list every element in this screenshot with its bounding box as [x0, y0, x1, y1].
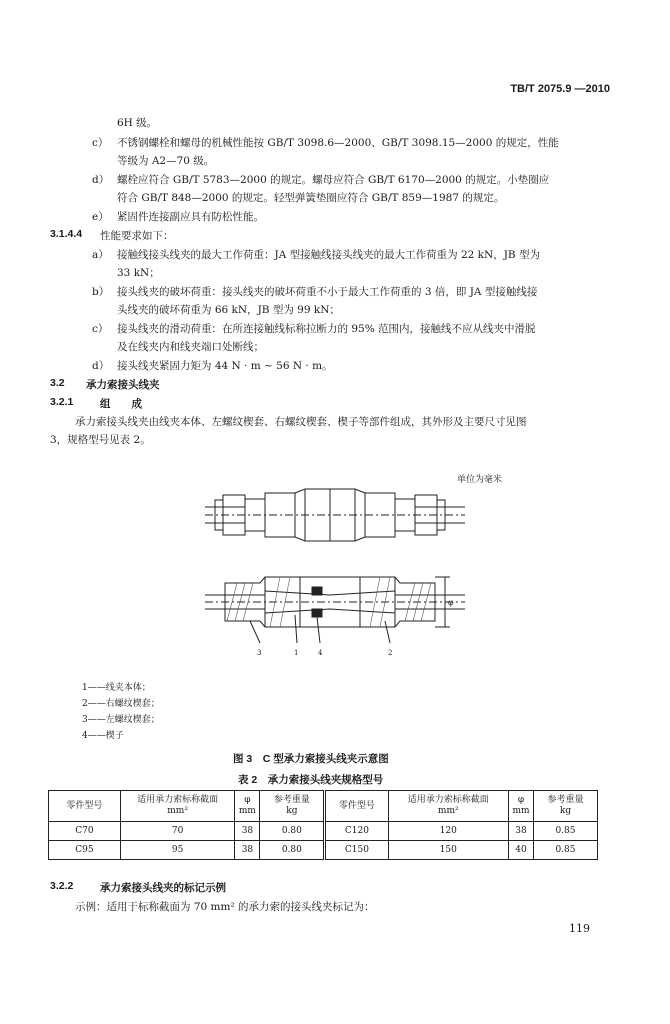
list-marker: c） [92, 323, 109, 335]
table-cell: 120 [388, 822, 509, 841]
text-line: 等级为 A2—70 级。 [117, 155, 215, 167]
label-4: 4 [318, 649, 323, 657]
table-cell: C150 [325, 841, 388, 860]
section-number: 3.2 [50, 377, 65, 389]
section-number: 3.2.1 [50, 396, 74, 408]
text-line: 不锈钢螺栓和螺母的机械性能按 GB/T 3098.6—2000、GB/T 3098.15—2000 的规定，性能 [117, 137, 559, 149]
text-line: 性能要求如下： [100, 230, 174, 242]
text-line: 接头线夹的破坏荷重：接头线夹的破坏荷重不小于最大工作荷重的 3 倍，即 JA 型接触线接 [117, 286, 538, 298]
col-header: 零件型号 [49, 791, 121, 822]
figure-caption: 图 3 C 型承力索接头线夹示意图 [233, 753, 389, 765]
list-marker: a） [92, 249, 109, 261]
text-line: 符合 GB/T 848—2000 的规定。轻型弹簧垫圈应符合 GB/T 859—1987 的规定。 [117, 192, 505, 204]
legend-item: 1——线夹本体； [82, 683, 151, 693]
paragraph-line: 3，规格型号见表 2。 [50, 434, 151, 446]
list-marker: d） [92, 360, 110, 372]
list-marker: b） [92, 286, 110, 298]
list-marker: c） [92, 137, 109, 149]
legend-item: 3——左螺纹楔套； [82, 715, 160, 725]
table-cell: 38 [235, 822, 260, 841]
example-line: 示例：适用于标称截面为 70 mm² 的承力索的接头线夹标记为： [75, 901, 375, 913]
label-1: 1 [294, 649, 299, 657]
section-title: 组 成 [100, 398, 142, 410]
list-marker: e） [92, 211, 109, 223]
col-header: 参考重量 kg [260, 791, 325, 822]
table-header-row [49, 791, 598, 822]
table-cell: 150 [388, 841, 509, 860]
table-cell: C120 [325, 822, 388, 841]
document-code: TB/T 2075.9 —2010 [510, 83, 610, 95]
label-3: 3 [257, 649, 262, 657]
col-header: 参考重量 kg [533, 791, 597, 822]
text-line: 6H 级。 [117, 117, 158, 129]
table-cell: 70 [120, 822, 235, 841]
col-header: 适用承力索标称截面 mm² [388, 791, 509, 822]
table-cell: C95 [49, 841, 121, 860]
table-cell: 0.80 [260, 841, 325, 860]
col-header: 零件型号 [325, 791, 388, 822]
legend-item: 2——右螺纹楔套； [82, 699, 160, 709]
paragraph-line: 承力索接头线夹由线夹本体、左螺纹楔套、右螺纹楔套、楔子等部件组成，其外形及主要尺寸见图 [75, 416, 527, 428]
spec-table [48, 790, 598, 860]
section-number: 3.1.4.4 [50, 228, 83, 240]
table-cell: 38 [509, 822, 534, 841]
text-line: 接触线接头线夹的最大工作荷重：JA 型接触线接头线夹的最大工作荷重为 22 kN，JB 型为 [117, 249, 540, 261]
text-line: 及在线夹内和线夹端口处断线； [117, 341, 264, 353]
table-row [49, 822, 598, 841]
list-marker: d） [92, 174, 110, 186]
table-cell: C70 [49, 822, 121, 841]
text-line: 接头线夹紧固力矩为 44 N · m ~ 56 N · m。 [117, 360, 333, 372]
page-number: 119 [569, 922, 590, 935]
col-header: φ mm [509, 791, 534, 822]
table-cell: 0.80 [260, 822, 325, 841]
table-cell: 40 [509, 841, 534, 860]
table-row [49, 841, 598, 860]
text-line: 接头线夹的滑动荷重：在所连接触线标称拉断力的 95% 范围内，接触线不应从线夹中滑脱 [117, 323, 536, 335]
label-2: 2 [388, 649, 393, 657]
col-header: φ mm [235, 791, 260, 822]
table-caption: 表 2 承力索接头线夹规格型号 [238, 774, 384, 786]
table-cell: 95 [120, 841, 235, 860]
text-line: 头线夹的破坏荷重为 66 kN，JB 型为 99 kN； [117, 304, 340, 316]
text-line: 33 kN； [117, 267, 160, 279]
phi-label: φ [448, 598, 454, 607]
table-cell: 0.85 [533, 841, 597, 860]
section-title: 承力索接头线夹的标记示例 [100, 882, 226, 894]
text-line: 紧固件连接副应具有防松性能。 [117, 211, 264, 223]
section-number: 3.2.2 [50, 880, 74, 892]
section-title: 承力索接头线夹 [86, 379, 160, 391]
col-header: 适用承力索标称截面 mm² [120, 791, 235, 822]
table-cell: 38 [235, 841, 260, 860]
table-cell: 0.85 [533, 822, 597, 841]
legend-item: 4——楔子 [82, 731, 124, 741]
text-line: 螺栓应符合 GB/T 5783—2000 的规定。螺母应符合 GB/T 6170—2000 的规定。小垫圈应 [117, 174, 550, 186]
units-note: 单位为毫米 [457, 475, 503, 485]
clamp-drawing [205, 465, 465, 675]
